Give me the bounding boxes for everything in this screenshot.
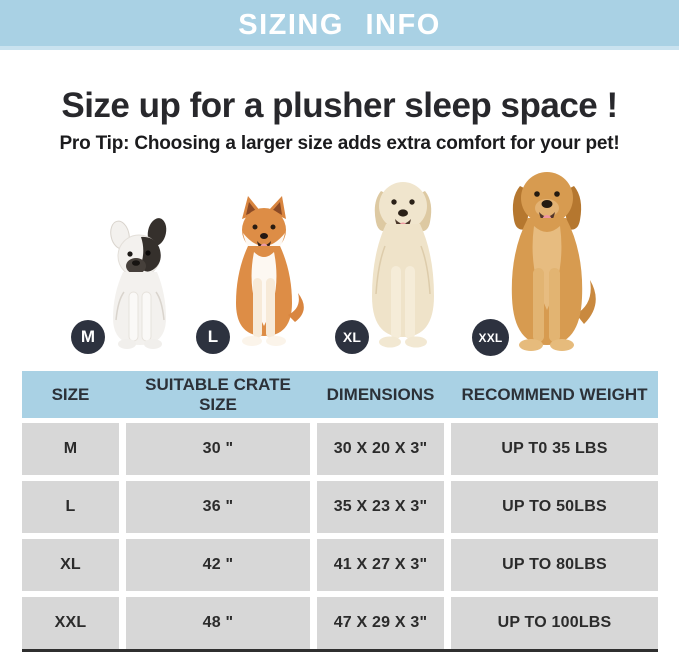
- cell-weight: UP T0 35 LBS: [451, 423, 658, 475]
- hero-subtitle: Pro Tip: Choosing a larger size adds extra comfort for your pet!: [59, 133, 620, 154]
- cell-size: M: [22, 423, 119, 475]
- cell-weight: UP TO 80LBS: [451, 539, 658, 591]
- cell-dimensions: 30 X 20 X 3": [317, 423, 444, 475]
- cell-crate-size: 36 ": [126, 481, 310, 533]
- size-table: [22, 371, 658, 652]
- table-header-row: [22, 371, 658, 418]
- cell-weight: UP TO 100LBS: [451, 597, 658, 649]
- column-header-dimensions: DIMENSIONS: [326, 384, 435, 404]
- table-body: [22, 423, 658, 649]
- size-badge-xl: XL: [335, 320, 369, 354]
- cell-weight: UP TO 50LBS: [451, 481, 658, 533]
- cell-dimensions: 41 X 27 X 3": [317, 539, 444, 591]
- table-bottom-border: [22, 649, 658, 652]
- labrador-image: [360, 174, 446, 352]
- hero-title: Size up for a plusher sleep space !: [61, 86, 618, 125]
- shiba-inu-image: [224, 193, 304, 351]
- size-badge-l: L: [196, 320, 230, 354]
- cell-dimensions: 35 X 23 X 3": [317, 481, 444, 533]
- column-header-crate-size: SUITABLE CRATE SIZE: [145, 374, 291, 414]
- header-banner: [0, 0, 679, 50]
- column-header-size: SIZE: [51, 384, 90, 404]
- column-header-weight: RECOMMEND WEIGHT: [461, 384, 648, 404]
- cell-crate-size: 42 ": [126, 539, 310, 591]
- cell-crate-size: 30 ": [126, 423, 310, 475]
- labrador-illustration: [360, 174, 446, 352]
- french-bulldog-image: [103, 216, 177, 352]
- golden-retriever-image: [498, 164, 596, 356]
- dogs-row: [0, 160, 679, 365]
- size-badge-m: M: [71, 320, 105, 354]
- cell-crate-size: 48 ": [126, 597, 310, 649]
- golden-retriever-illustration: [498, 164, 596, 356]
- cell-size: L: [22, 481, 119, 533]
- cell-size: XXL: [22, 597, 119, 649]
- page-title: SIZING INFO: [238, 9, 441, 41]
- cell-size: XL: [22, 539, 119, 591]
- size-badge-xxl: XXL: [472, 319, 509, 356]
- french-bulldog-illustration: [103, 216, 177, 352]
- shiba-inu-illustration: [224, 193, 304, 351]
- cell-dimensions: 47 X 29 X 3": [317, 597, 444, 649]
